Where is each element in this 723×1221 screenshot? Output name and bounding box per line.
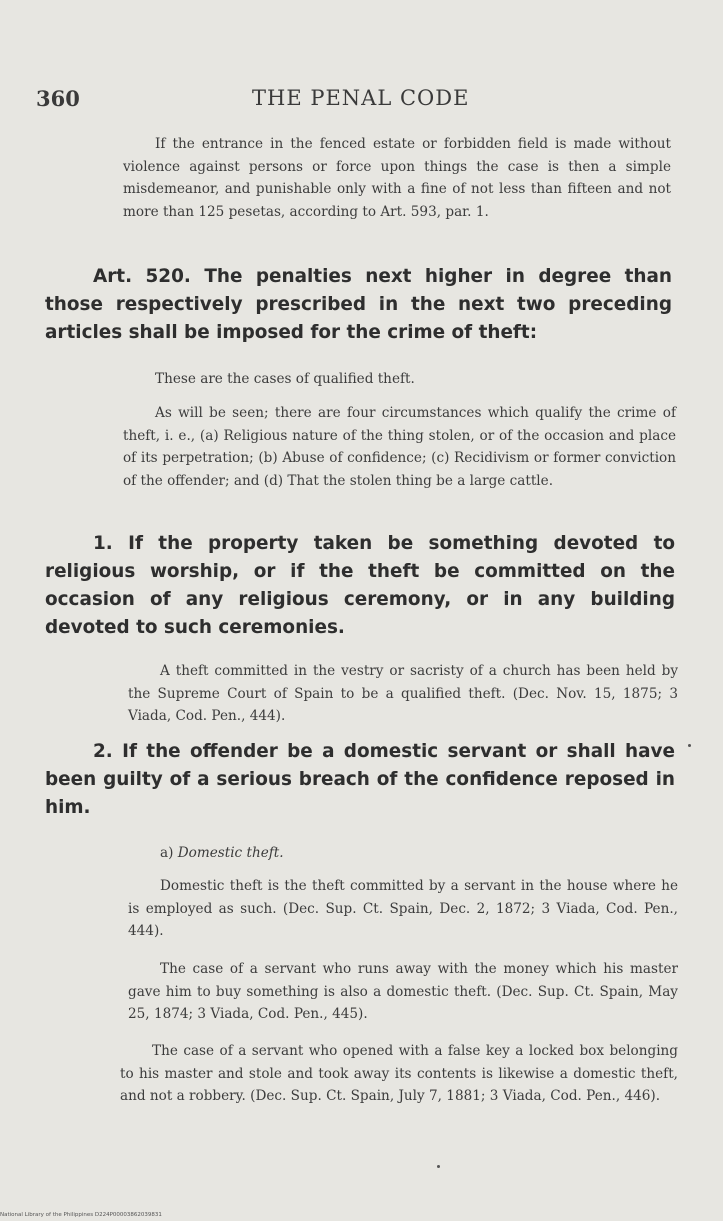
- heading-text: Domestic theft.: [177, 845, 284, 861]
- page-number: 360: [36, 86, 80, 111]
- note-text: A theft committed in the vestry or sacristy of a church has been held by the Supreme Court of Spain to be a qualified theft. (Dec. Nov. 15, 1875; 3 Viada, Cod. Pen., 444).: [128, 663, 678, 724]
- note-text: As will be seen; there are four circumstances which qualify the crime of theft, i. e., (a) Religious nature of the thing stolen, or of the occasion and place of its perpetration; (b) Abuse of confidence; (c) Recidivism or former conviction of the offender; and (d) That the stolen thing be a large cattle.: [123, 405, 676, 489]
- article-text: 1. If the property taken be something devoted to religious worship, or if the theft be committed on the occasion of any religious ceremony, or in any building devoted to such ceremonies.: [45, 533, 675, 638]
- note-qualified-theft: [123, 368, 671, 391]
- article-item-1: [45, 530, 675, 642]
- note-text: If the entrance in the fenced estate or forbidden field is made without violence against persons or force upon things the case is then a simple misdemeanor, and punishable only with a fine of not less than fifteen and not more than 125 pesetas, according to Art. 593, par. 1.: [123, 136, 671, 220]
- speck: [688, 744, 691, 747]
- note-false-key: [120, 1040, 678, 1108]
- note-runs-away: [128, 958, 678, 1026]
- note-text: The case of a servant who opened with a false key a locked box belonging to his master and stole and took away its contents is likewise a domestic theft, and not a robbery. (Dec. Sup. Ct. Spain, July 7, 1881; 3 Viada, Cod. Pen., 446).: [120, 1043, 678, 1104]
- article-text: Art. 520. The penalties next higher in degree than those respectively prescribed in the next two preceding articles shall be imposed for the crime of theft:: [45, 266, 672, 343]
- article-520: [45, 263, 672, 347]
- note-vestry: [128, 660, 678, 728]
- note-text: These are the cases of qualified theft.: [155, 371, 415, 387]
- domestic-theft-heading: [160, 842, 460, 865]
- note-fenced-estate: [123, 133, 671, 223]
- article-text: 2. If the offender be a domestic servant or shall have been guilty of a serious breach of the confidence reposed in him.: [45, 741, 675, 818]
- note-text: Domestic theft is the theft committed by a servant in the house where he is employed as such. (Dec. Sup. Ct. Spain, Dec. 2, 1872; 3 Viada, Cod. Pen., 444).: [128, 878, 678, 939]
- heading-label: a): [160, 845, 174, 861]
- speck: [437, 1165, 440, 1168]
- running-title: THE PENAL CODE: [252, 86, 470, 110]
- note-text: The case of a servant who runs away with the money which his master gave him to buy something is also a domestic theft. (Dec. Sup. Ct. Spain, May 25, 1874; 3 Viada, Cod. Pen., 445).: [128, 961, 678, 1022]
- note-circumstances: [123, 402, 676, 492]
- footer-credit: National Library of the Philippines D224P00003862039831: [0, 1212, 162, 1218]
- page-header: [0, 86, 723, 120]
- article-item-2: [45, 738, 675, 822]
- note-domestic-definition: [128, 875, 678, 943]
